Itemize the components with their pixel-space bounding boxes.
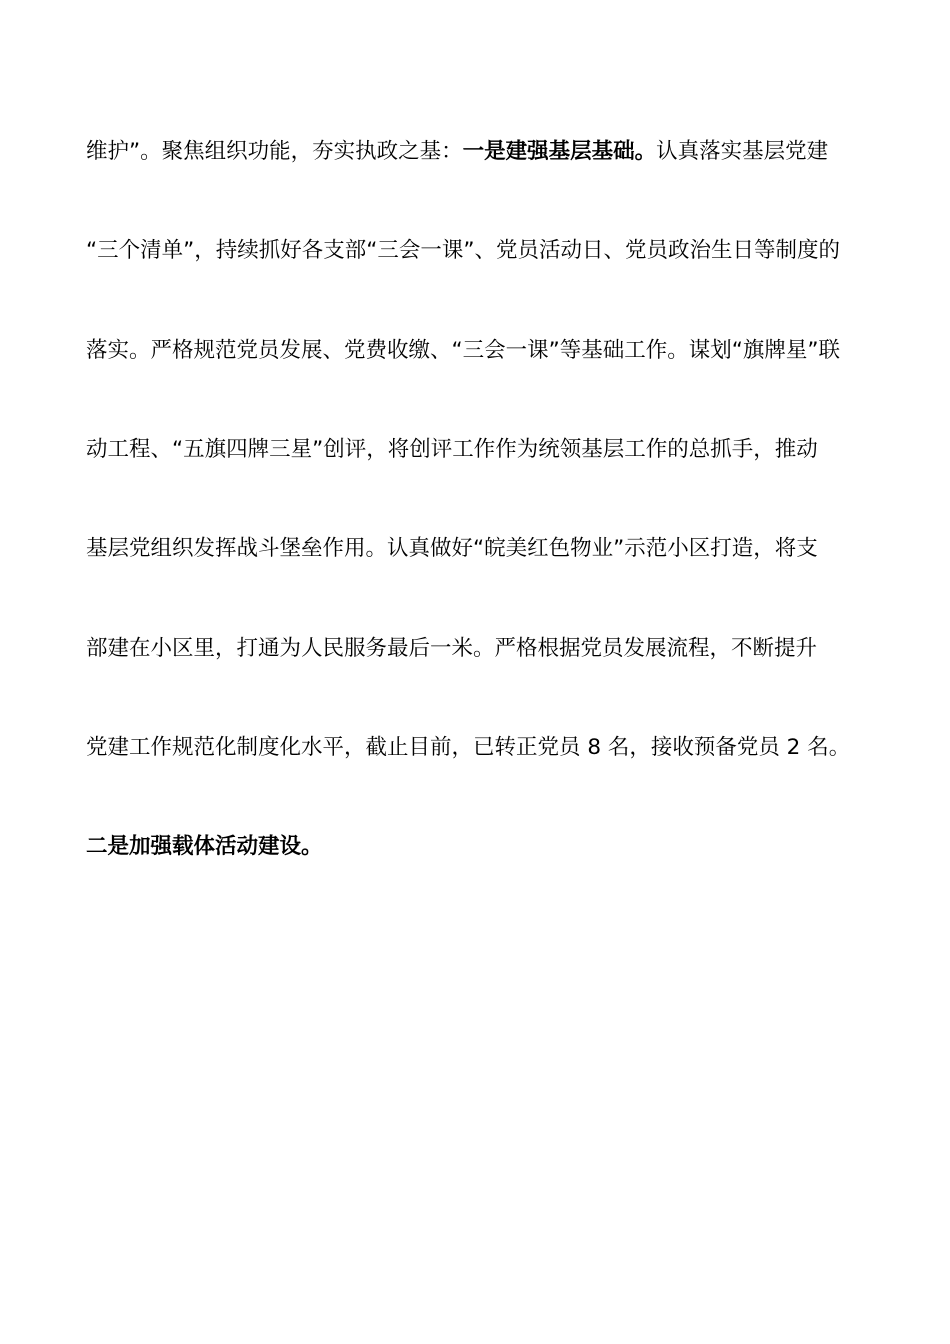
line-1-segment-3: 认真落实基层党建: [656, 139, 829, 164]
paragraph-line-5: 基层党组织发挥战斗堡垒作用。认真做好“皖美红色物业”示范小区打造，将支: [86, 536, 818, 561]
heading-inline-1: 一是建强基层基础。: [462, 139, 657, 164]
paragraph-line-3: 落实。严格规范党员发展、党费收缴、“三会一课”等基础工作。谋划“旗牌星”联: [86, 338, 841, 363]
paragraph-line-4: 动工程、“五旗四牌三星”创评，将创评工作作为统领基层工作的总抓手，推动: [86, 437, 818, 462]
section-heading-2: 二是加强载体活动建设。: [86, 834, 323, 859]
line-1-segment-1: 维护”。聚焦组织功能，夯实执政之基：: [86, 139, 463, 164]
paragraph-line-2: “三个清单”，持续抓好各支部“三会一课”、党员活动日、党员政治生日等制度的: [86, 238, 841, 263]
paragraph-line-7: 党建工作规范化制度化水平，截止目前，已转正党员 8 名，接收预备党员 2 名。: [86, 735, 851, 760]
paragraph-line-6: 部建在小区里，打通为人民服务最后一米。严格根据党员发展流程，不断提升: [86, 636, 818, 661]
paragraph-line-1: [86, 137, 886, 167]
